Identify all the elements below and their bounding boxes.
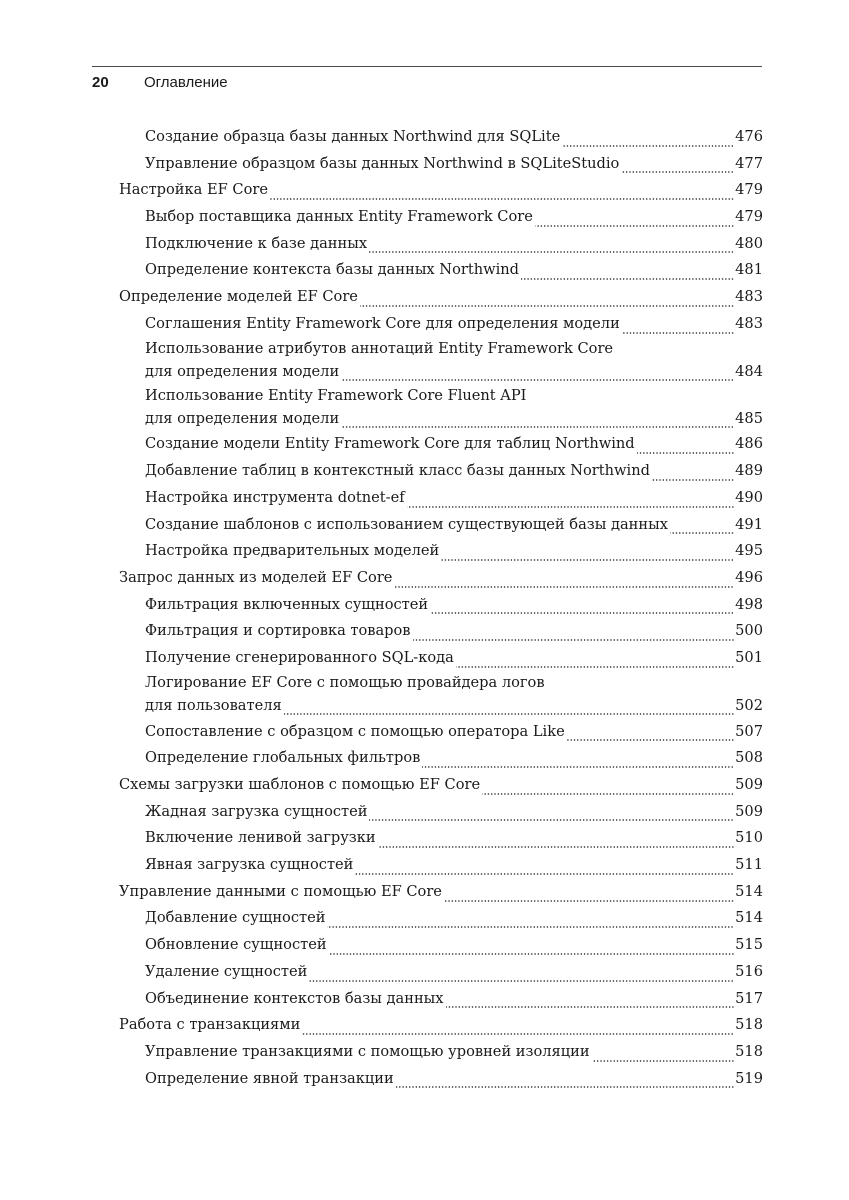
toc-entry[interactable] bbox=[119, 719, 763, 746]
dot-leader bbox=[446, 1006, 735, 1008]
dot-leader bbox=[622, 332, 734, 334]
toc-page-number: 480 bbox=[735, 234, 763, 252]
toc-entry[interactable] bbox=[119, 151, 763, 178]
dot-leader bbox=[441, 559, 734, 561]
dot-leader bbox=[394, 586, 734, 588]
toc-entry-title: Получение сгенерированного SQL-кода bbox=[145, 648, 454, 666]
toc-entry[interactable] bbox=[119, 879, 763, 906]
dot-leader bbox=[637, 452, 734, 454]
toc-entry[interactable] bbox=[119, 645, 763, 672]
toc-entry-title: для пользователя bbox=[145, 697, 282, 715]
dot-leader bbox=[652, 479, 734, 481]
toc-entry[interactable] bbox=[119, 592, 763, 619]
dot-leader bbox=[621, 171, 734, 173]
dot-leader bbox=[341, 426, 734, 428]
toc-page-number: 489 bbox=[735, 462, 763, 480]
dot-leader bbox=[407, 506, 735, 508]
toc-entry[interactable] bbox=[119, 959, 763, 986]
toc-entry-title: Добавление таблиц в контекстный класс базы данных Northwind bbox=[145, 462, 650, 480]
toc-entry-title: Добавление сущностей bbox=[145, 909, 326, 927]
toc-page-number: 502 bbox=[735, 697, 763, 715]
toc-entry[interactable] bbox=[119, 485, 763, 512]
toc-entry-title: Управление образцом базы данных Northwind в SQLiteStudio bbox=[145, 154, 620, 172]
toc-entry[interactable] bbox=[119, 512, 763, 539]
toc-entry[interactable] bbox=[119, 1012, 763, 1039]
running-header bbox=[92, 72, 762, 94]
toc-page-number: 515 bbox=[735, 936, 763, 954]
toc-page-number: 486 bbox=[735, 435, 763, 453]
toc-entry-title: Управление транзакциями с помощью уровней изоляции bbox=[145, 1042, 590, 1060]
toc-page-number: 511 bbox=[735, 856, 763, 874]
dot-leader bbox=[309, 980, 734, 982]
toc-entry[interactable] bbox=[119, 693, 763, 719]
section-title: Оглавление bbox=[144, 74, 228, 91]
toc-page-number: 491 bbox=[735, 515, 763, 533]
toc-entry-title: Объединение контекстов базы данных bbox=[145, 989, 444, 1007]
dot-leader bbox=[369, 251, 734, 253]
toc-page-number: 501 bbox=[735, 648, 763, 666]
toc-entry[interactable] bbox=[119, 799, 763, 826]
toc-entry-title: Явная загрузка сущностей bbox=[145, 856, 354, 874]
toc-page-number: 490 bbox=[735, 488, 763, 506]
toc-page-number: 476 bbox=[735, 127, 763, 145]
dot-leader bbox=[521, 278, 734, 280]
toc-entry-title: для определения модели bbox=[145, 410, 340, 427]
toc-entry-title-line: Использование Entity Framework Core Fluent API bbox=[145, 386, 527, 404]
toc-entry[interactable] bbox=[119, 231, 763, 258]
toc-entry[interactable] bbox=[119, 359, 763, 385]
dot-leader bbox=[327, 926, 734, 928]
dot-leader bbox=[456, 666, 734, 668]
toc-entry[interactable] bbox=[119, 257, 763, 284]
header-rule bbox=[92, 66, 762, 67]
toc-entry[interactable] bbox=[119, 852, 763, 879]
toc-entry[interactable] bbox=[119, 406, 763, 432]
toc-entry[interactable] bbox=[119, 1066, 763, 1093]
toc-entry-title: Настройка инструмента dotnet-ef bbox=[145, 488, 405, 506]
toc-entry[interactable] bbox=[119, 618, 763, 645]
toc-page-number: 477 bbox=[735, 154, 763, 172]
dot-leader bbox=[535, 225, 734, 227]
toc-entry-title: Схемы загрузки шаблонов с помощью EF Core bbox=[119, 776, 481, 794]
toc-page-number: 509 bbox=[735, 776, 763, 794]
toc-entry[interactable] bbox=[119, 204, 763, 231]
toc-entry-title: Включение ленивой загрузки bbox=[145, 829, 376, 847]
dot-leader bbox=[444, 900, 734, 902]
dot-leader bbox=[430, 612, 734, 614]
toc-entry-title: Определение явной транзакции bbox=[145, 1069, 394, 1087]
toc-entry-title: Настройка EF Core bbox=[119, 181, 268, 199]
toc-entry-title: Фильтрация и сортировка товаров bbox=[145, 622, 411, 640]
toc-page-number: 483 bbox=[735, 314, 763, 332]
toc-entry[interactable] bbox=[119, 745, 763, 772]
toc-entry-title: Управление данными с помощью EF Core bbox=[119, 882, 442, 900]
dot-leader bbox=[422, 766, 734, 768]
toc-entry[interactable] bbox=[119, 1039, 763, 1066]
toc-page-number: 514 bbox=[735, 909, 763, 927]
toc-entry-title: Запрос данных из моделей EF Core bbox=[119, 568, 393, 586]
toc-page-number: 500 bbox=[735, 622, 763, 640]
toc-entry[interactable] bbox=[119, 538, 763, 565]
toc-entry-title-line: Использование атрибутов аннотаций Entity Framework Core bbox=[145, 339, 614, 357]
dot-leader bbox=[270, 198, 734, 200]
toc-page-number: 518 bbox=[735, 1016, 763, 1034]
toc-entry-title: Создание модели Entity Framework Core для таблиц Northwind bbox=[145, 435, 635, 453]
toc-page-number: 479 bbox=[735, 181, 763, 199]
toc-page-number: 485 bbox=[735, 410, 763, 427]
toc-page-number: 498 bbox=[735, 595, 763, 613]
toc-entry-title: Подключение к базе данных bbox=[145, 234, 368, 252]
toc-page-number: 516 bbox=[735, 962, 763, 980]
dot-leader bbox=[378, 846, 735, 848]
dot-leader bbox=[396, 1086, 734, 1088]
toc-page-number: 508 bbox=[735, 749, 763, 767]
toc-entry[interactable] bbox=[119, 177, 763, 204]
toc-entry[interactable] bbox=[119, 284, 763, 311]
toc-entry[interactable] bbox=[119, 124, 763, 151]
toc-entry-title: Удаление сущностей bbox=[145, 962, 308, 980]
toc-entry-title: Определение глобальных фильтров bbox=[145, 749, 421, 767]
toc-entry[interactable] bbox=[119, 932, 763, 959]
dot-leader bbox=[355, 873, 734, 875]
toc-page-number: 509 bbox=[735, 802, 763, 820]
toc-page-number: 517 bbox=[735, 989, 763, 1007]
toc-entry-title: Работа с транзакциями bbox=[119, 1016, 301, 1034]
toc-entry-title: Жадная загрузка сущностей bbox=[145, 802, 368, 820]
toc-entry[interactable] bbox=[119, 772, 763, 799]
toc-entry-multiline[interactable] bbox=[119, 385, 763, 432]
dot-leader bbox=[562, 145, 734, 147]
toc-page-number: 481 bbox=[735, 261, 763, 279]
table-of-contents bbox=[119, 124, 763, 1092]
toc-entry-title: Создание образца базы данных Northwind для SQLite bbox=[145, 127, 561, 145]
dot-leader bbox=[284, 713, 734, 715]
toc-entry[interactable] bbox=[119, 906, 763, 933]
toc-entry[interactable] bbox=[119, 432, 763, 459]
dot-leader bbox=[302, 1033, 734, 1035]
toc-entry-title: для определения модели bbox=[145, 363, 340, 380]
dot-leader bbox=[670, 532, 734, 534]
toc-page-number: 510 bbox=[735, 829, 763, 847]
toc-entry-multiline[interactable] bbox=[119, 672, 763, 719]
dot-leader bbox=[592, 1060, 735, 1062]
toc-entry-title: Настройка предварительных моделей bbox=[145, 542, 440, 560]
toc-page-number: 507 bbox=[735, 722, 763, 740]
toc-entry[interactable] bbox=[119, 311, 763, 338]
dot-leader bbox=[369, 819, 734, 821]
dot-leader bbox=[360, 305, 734, 307]
toc-entry[interactable] bbox=[119, 565, 763, 592]
toc-page-number: 496 bbox=[735, 568, 763, 586]
toc-entry-title-line: Логирование EF Core с помощью провайдера логов bbox=[145, 673, 545, 691]
dot-leader bbox=[482, 793, 734, 795]
toc-page-number: 514 bbox=[735, 882, 763, 900]
toc-entry-title: Определение моделей EF Core bbox=[119, 288, 358, 306]
dot-leader bbox=[567, 739, 734, 741]
dot-leader bbox=[341, 379, 734, 381]
toc-entry-title: Выбор поставщика данных Entity Framework Core bbox=[145, 208, 533, 226]
toc-entry-title: Сопоставление с образцом с помощью оператора Like bbox=[145, 722, 565, 740]
toc-page-number: 495 bbox=[735, 542, 763, 560]
toc-entry-title: Фильтрация включенных сущностей bbox=[145, 595, 429, 613]
toc-entry-title: Соглашения Entity Framework Core для определения модели bbox=[145, 314, 620, 332]
page-number: 20 bbox=[92, 74, 109, 91]
toc-page-number: 518 bbox=[735, 1042, 763, 1060]
toc-entry[interactable] bbox=[119, 986, 763, 1013]
dot-leader bbox=[413, 639, 735, 641]
toc-page-number: 484 bbox=[735, 363, 763, 380]
toc-entry-title: Обновление сущностей bbox=[145, 936, 327, 954]
toc-page-number: 483 bbox=[735, 288, 763, 306]
toc-entry[interactable] bbox=[119, 458, 763, 485]
dot-leader bbox=[329, 953, 735, 955]
toc-entry[interactable] bbox=[119, 825, 763, 852]
toc-entry-multiline[interactable] bbox=[119, 338, 763, 385]
toc-entry-title: Создание шаблонов с использованием существующей базы данных bbox=[145, 515, 668, 533]
toc-page-number: 479 bbox=[735, 208, 763, 226]
toc-entry-title: Определение контекста базы данных Northwind bbox=[145, 261, 520, 279]
toc-page-number: 519 bbox=[735, 1069, 763, 1087]
